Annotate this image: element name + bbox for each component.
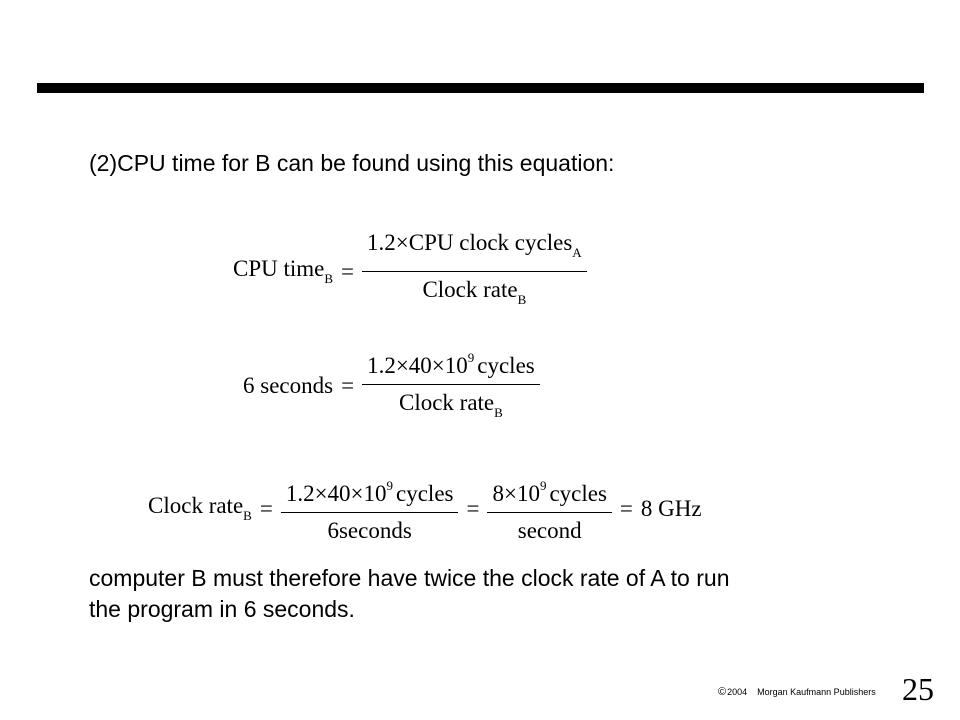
- intro-text: (2)CPU time for B can be found using this equation:: [89, 150, 615, 176]
- publisher-name: Morgan Kaufmann Publishers: [757, 687, 876, 697]
- equation-clock-rate-b: [148, 471, 702, 546]
- eq3-lhs-subscript: B: [243, 508, 252, 523]
- eq2-lhs: 6 seconds: [243, 372, 334, 398]
- eq3-fraction-1-denominator: 6seconds: [327, 518, 412, 543]
- eq2-equals: =: [341, 372, 355, 398]
- eq3-fraction-2: [487, 471, 611, 546]
- equation-six-seconds: [243, 343, 540, 428]
- eq3-fraction-1-exponent: 9: [386, 478, 394, 493]
- eq1-numerator-subscript: A: [572, 245, 582, 260]
- page-number: 25: [902, 671, 934, 707]
- eq3-fraction-1-numerator: $1.2\times 40\times 10^9$ cycles: [285, 478, 454, 506]
- conclusion-text: [89, 563, 849, 625]
- eq1-fraction: [362, 228, 587, 315]
- footer-copyright: [718, 686, 876, 698]
- eq3-fraction-1: [281, 471, 459, 546]
- eq2-numerator: $1.2\times 40\times 10^9$ cycles: [367, 350, 535, 378]
- equation-cpu-time-b: [233, 228, 587, 315]
- eq3-fraction-2-exponent: 9: [539, 478, 547, 493]
- eq3-lhs: Clock rate$_B$: [148, 493, 252, 523]
- eq1-lhs-subscript: B: [324, 271, 334, 286]
- eq1-numerator: 1.2×CPU clock cycles$_A$: [367, 230, 582, 260]
- conclusion-line-1: computer B must therefore have twice the clock rate of A to run: [89, 565, 730, 591]
- eq2-exponent: 9: [467, 350, 475, 365]
- eq3-equals-2: =: [466, 495, 480, 521]
- eq3-result: 8 GHz: [640, 495, 702, 521]
- eq3-equals-3: =: [619, 495, 633, 521]
- copyright-symbol: ©: [718, 686, 727, 698]
- eq2-fraction: [362, 343, 540, 428]
- eq3-equals-1: =: [259, 495, 273, 521]
- top-divider-rule: [37, 83, 924, 93]
- eq1-lhs: CPU time$_B$: [233, 256, 334, 286]
- copyright-year: 2004: [727, 687, 748, 697]
- eq3-fraction-2-numerator: $8\times 10^9$ cycles: [492, 478, 607, 506]
- eq1-denominator-subscript: B: [517, 292, 527, 307]
- eq2-denominator-subscript: B: [494, 405, 503, 420]
- eq2-denominator: Clock rate$_B$: [398, 390, 503, 420]
- eq1-denominator: Clock rate$_B$: [422, 277, 527, 307]
- eq3-fraction-2-denominator: second: [517, 518, 582, 543]
- conclusion-line-2: the program in 6 seconds.: [89, 596, 355, 622]
- eq1-equals: =: [341, 258, 355, 284]
